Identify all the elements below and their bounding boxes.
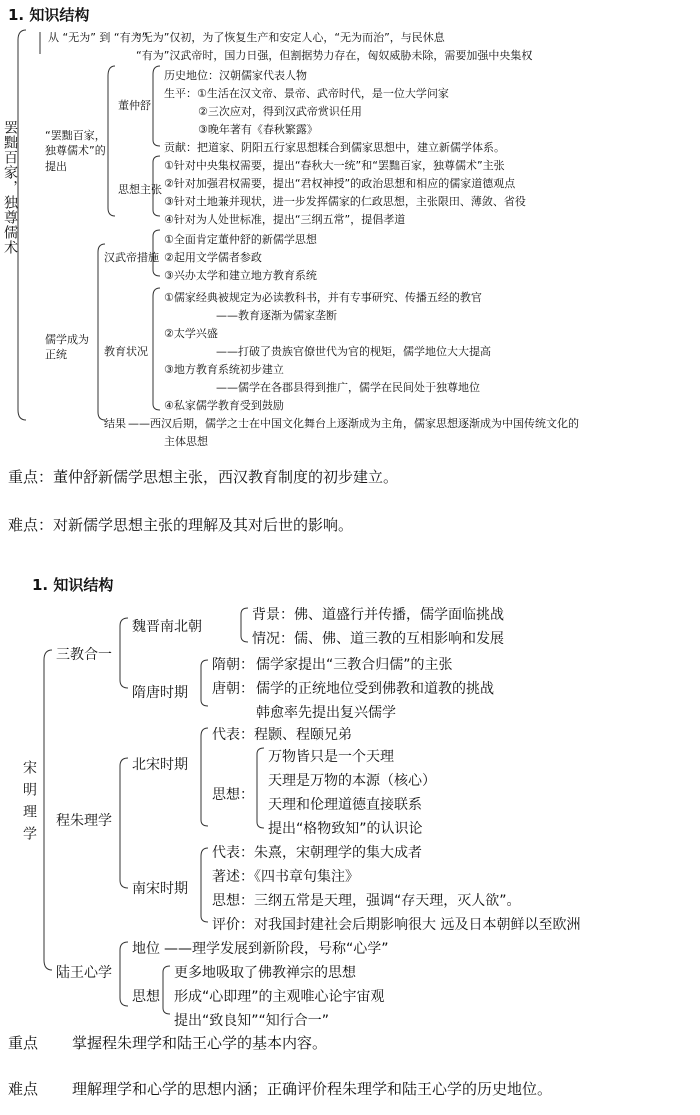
wjnbc-label: 魏晋南北朝: [132, 619, 202, 635]
hwd-label: 汉武帝措施: [104, 251, 159, 264]
dw-text: ——理学发展到新阶段，号称“心学”: [164, 941, 389, 957]
wj-item-0: 背景：佛、道盛行并传播，儒学面临挑战: [252, 607, 504, 623]
ns-item-1: 著述：《四书章句集注》: [212, 869, 359, 885]
difficulty-1: 难点：对新儒学思想主张的理解及其对后世的影响。: [8, 516, 354, 534]
result-text-2: 主体思想: [164, 435, 208, 448]
result-label: 结果: [104, 417, 126, 430]
bs-item-2: 天理和伦理道德直接联系: [268, 797, 422, 813]
lwxx-label: 陆王心学: [56, 965, 112, 981]
jyzk-label: 教育状况: [104, 345, 148, 358]
sxzz-item-2: ③针对土地兼并现状，进一步发挥儒家的仁政思想，主张限田、薄敛、省役: [164, 195, 526, 208]
jyzk-item-4: ③地方教育系统初步建立: [164, 363, 284, 376]
wj-item-1: 情况：儒、佛、道三教的互相影响和发展: [252, 631, 504, 647]
ns-item-3: 评价：对我国封建社会后期影响很大 远及日本朝鲜以至欧洲: [212, 917, 581, 933]
tc-text-2: 韩愈率先提出复兴儒学: [256, 705, 396, 721]
sxzz-item-1: ②针对加强君权需要，提出“君权神授”的政治思想和相应的儒家道德观点: [164, 177, 516, 190]
hwd-item-0: ①全面肯定董仲舒的新儒学思想: [164, 233, 317, 246]
jyzk-item-2: ②太学兴盛: [164, 327, 218, 340]
dzs-item-2: ②三次应对，得到汉武帝赏识任用: [198, 105, 362, 118]
jyzk-item-6: ④私家儒学教育受到鼓励: [164, 399, 284, 412]
difficulty-2-label: 难点: [8, 1080, 39, 1098]
section1-root: 罢黜百家，独尊儒术: [2, 120, 18, 255]
dzs-item-4: 贡献：把道家、阴阳五行家思想糅合到儒家思想中，建立新儒学体系。: [164, 141, 505, 154]
row-a2: “有为”汉武帝时，国力日强，但割据势力存在，匈奴威胁未除，需要加强中央集权: [136, 49, 533, 62]
result-text: ——西汉后期，儒学之士在中国文化舞台上逐渐成为主角，儒家思想逐渐成为中国传统文化的: [128, 417, 579, 430]
czlx-label: 程朱理学: [56, 813, 112, 829]
sc-text: 儒学家提出“三教合归儒”的主张: [256, 657, 453, 673]
jyzk-item-0: ①儒家经典被规定为必读教科书，并有专事研究、传播五经的教官: [164, 291, 482, 304]
section2-heading: 1. 知识结构: [32, 576, 114, 594]
key-point-2-label: 重点: [8, 1034, 39, 1052]
sxzz-item-3: ④针对为人处世标准，提出“三纲五常”，提倡孝道: [164, 213, 406, 226]
dw-label: 地位: [132, 941, 160, 957]
lw-sx-item-2: 提出“致良知”“知行合一”: [174, 1013, 330, 1029]
key-point-2-text: 掌握程朱理学和陆王心学的基本内容。: [72, 1034, 328, 1052]
bssq-label: 北宋时期: [132, 757, 188, 773]
sjhy-label: 三教合一: [56, 647, 112, 663]
section1-heading: 1. 知识结构: [8, 6, 90, 24]
hwd-item-2: ③兴办太学和建立地方教育系统: [164, 269, 317, 282]
difficulty-2-text: 理解理学和心学的思想内涵；正确评价程朱理学和陆王心学的历史地位。: [72, 1080, 553, 1098]
branch1-label: “罢黜百家，独尊儒术”的提出: [45, 129, 106, 173]
sxzz-label: 思想主张: [118, 183, 162, 196]
lw-sx-label: 思想: [132, 989, 160, 1005]
hwd-item-1: ②起用文学儒者参政: [164, 251, 262, 264]
jyzk-item-1: ——教育逐渐为儒家垄断: [216, 309, 337, 322]
tc-label: 唐朝：: [212, 681, 254, 697]
nssq-label: 南宋时期: [132, 881, 188, 897]
sc-label: 隋朝：: [212, 657, 254, 673]
tc-text: 儒学的正统地位受到佛教和道教的挑战: [256, 681, 494, 697]
row-a1: “无为”仅初，为了恢复生产和安定人心，“无为而治”，与民休息: [136, 31, 445, 44]
section2-root: 宋明理学: [21, 760, 37, 848]
jyzk-item-5: ——儒学在各郡县得到推广，儒学在民间处于独尊地位: [216, 381, 480, 394]
dzs-item-1: 生平：①生活在汉文帝、景帝、武帝时代，是一位大学问家: [164, 87, 449, 100]
ns-item-0: 代表：朱熹，宋朝理学的集大成者: [212, 845, 422, 861]
lw-sx-item-1: 形成“心即理”的主观唯心论宇宙观: [174, 989, 385, 1005]
dzs-item-0: 历史地位：汉朝儒家代表人物: [164, 69, 307, 82]
bs-item-1: 天理是万物的本源（核心）: [268, 773, 436, 789]
dzs-item-3: ③晚年著有《春秋繁露》: [198, 123, 318, 136]
sxzz-item-0: ①针对中央集权需要，提出“春秋大一统”和“罢黜百家，独尊儒术”主张: [164, 159, 505, 172]
key-point-1: 重点：董仲舒新儒学思想主张，西汉教育制度的初步建立。: [8, 468, 399, 486]
dzs-label: 董仲舒: [118, 99, 151, 112]
bs-rep: 代表：程颢、程颐兄弟: [212, 727, 352, 743]
ns-item-2: 思想：三纲五常是天理，强调“存天理，灭人欲”。: [212, 893, 521, 909]
stsq-label: 隋唐时期: [132, 685, 188, 701]
branch2-label: 儒学成为正统: [45, 333, 89, 362]
bs-sx-label: 思想：: [212, 787, 254, 803]
bs-item-3: 提出“格物致知”的认识论: [268, 821, 423, 837]
bs-item-0: 万物皆只是一个天理: [268, 749, 394, 765]
row-a-label: 从 “无为” 到 “有为”: [48, 31, 148, 44]
jyzk-item-3: ——打破了贵族官僚世代为官的枧矩，儒学地位大大提高: [216, 345, 491, 358]
lw-sx-item-0: 更多地吸取了佛教禅宗的思想: [174, 965, 356, 981]
